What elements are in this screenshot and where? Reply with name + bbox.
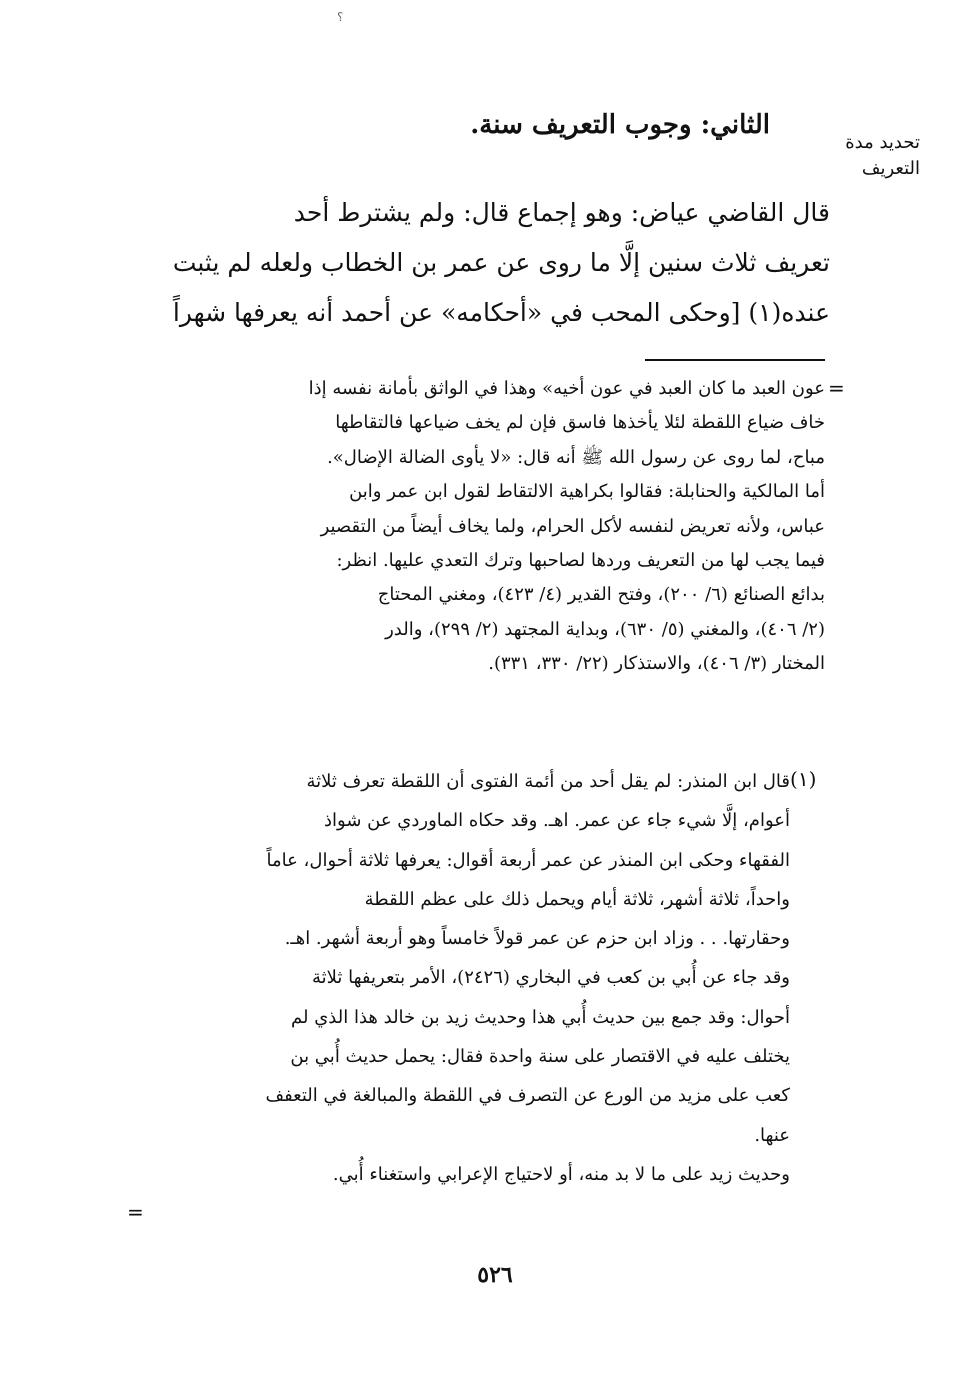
- footnote-line: مباح، لما روى عن رسول الله ﷺ أنه قال: «لا يأوى الضالة الإضال».: [327, 446, 825, 468]
- footnote-continued: [150, 372, 825, 682]
- footnote-line: بدائع الصنائع (٦/ ٢٠٠)، وفتح القدير (٤/ ٤٢٣)، ومغني المحتاج: [377, 584, 825, 606]
- footnote-line: الفقهاء وحكى ابن المنذر عن عمر أربعة أقوال: يعرفها ثلاثة أحوال، عاماً: [266, 849, 790, 871]
- margin-note-line-1: تحديد مدة: [845, 132, 920, 153]
- footnote-number: (١): [790, 767, 817, 791]
- section-heading: الثاني: وجوب التعريف سنة.: [470, 110, 770, 140]
- page-number: ٥٢٦: [477, 1262, 513, 1288]
- margin-note: [820, 130, 920, 182]
- footnote-line: عباس، ولأنه تعريض لنفسه لأكل الحرام، ولما يخاف أيضاً من التقصير: [320, 515, 825, 537]
- continuation-marker-start: =: [828, 376, 845, 400]
- footnote-line: أعوام، إلَّا شيء جاء عن عمر. اهـ. وقد حكاه الماوردي عن شواذ: [324, 810, 790, 832]
- footnote-line: أحوال: وقد جمع بين حديث أُبي هذا وحديث زيد بن خالد هذا الذي لم: [291, 1006, 790, 1028]
- main-paragraph: [140, 188, 830, 338]
- footnote-line: خاف ضياع اللقطة لئلا يأخذها فاسق فإن لم يخف ضياعها فالتقاطها: [335, 412, 825, 434]
- continuation-marker-end: =: [127, 1200, 144, 1224]
- main-line-2: تعريف ثلاث سنين إلَّا ما روى عن عمر بن الخطاب ولعله لم يثبت: [172, 248, 830, 277]
- footnote-separator: [645, 359, 825, 361]
- footnote-line: عنها.: [754, 1124, 790, 1146]
- footnote-line: وحديث زيد على ما لا بد منه، أو لاحتياج الإعرابي واستغناء أُبي.: [332, 1163, 790, 1185]
- main-line-3: عنده(١) [وحكى المحب في «أحكامه» عن أحمد أنه يعرفها شهراً: [172, 298, 830, 327]
- footnote-1: [150, 762, 790, 1194]
- footnote-line: كعب على مزيد من الورع عن التصرف في اللقطة والمبالغة في التعفف: [265, 1085, 790, 1107]
- footnote-line: وقد جاء عن أُبي بن كعب في البخاري (٢٤٢٦)، الأمر بتعريفها ثلاثة: [312, 967, 790, 989]
- footnote-line: المختار (٣/ ٤٠٦)، والاستذكار (٢٢/ ٣٣٠، ٣٣١).: [488, 653, 825, 675]
- footnote-line: أما المالكية والحنابلة: فقالوا بكراهية الالتقاط لقول ابن عمر وابن: [349, 481, 825, 503]
- scan-artifact-mark: ؟: [337, 10, 344, 24]
- footnote-line: فيما يجب لها من التعريف وردها لصاحبها وترك التعدي عليها. انظر:: [336, 550, 825, 572]
- footnote-line: قال ابن المنذر: لم يقل أحد من أئمة الفتوى أن اللقطة تعرف ثلاثة: [306, 771, 790, 792]
- footnote-line: (٢/ ٤٠٦)، والمغني (٥/ ٦٣٠)، وبداية المجتهد (٢/ ٢٩٩)، والدر: [385, 618, 825, 640]
- footnote-line: يختلف عليه في الاقتصار على سنة واحدة فقال: يحمل حديث أُبي بن: [290, 1046, 790, 1068]
- footnote-line: عون العبد ما كان العبد في عون أخيه» وهذا في الواثق بأمانة نفسه إذا: [308, 378, 825, 399]
- main-line-1: قال القاضي عياض: وهو إجماع قال: ولم يشترط أحد: [293, 198, 830, 227]
- footnote-line: وحقارتها. . . وزاد ابن حزم عن عمر قولاً خامساً وهو أربعة أشهر. اهـ.: [284, 928, 790, 950]
- footnote-line: واحداً، ثلاثة أشهر، ثلاثة أيام ويحمل ذلك على عظم اللقطة: [364, 888, 790, 910]
- margin-note-line-2: التعريف: [861, 158, 920, 179]
